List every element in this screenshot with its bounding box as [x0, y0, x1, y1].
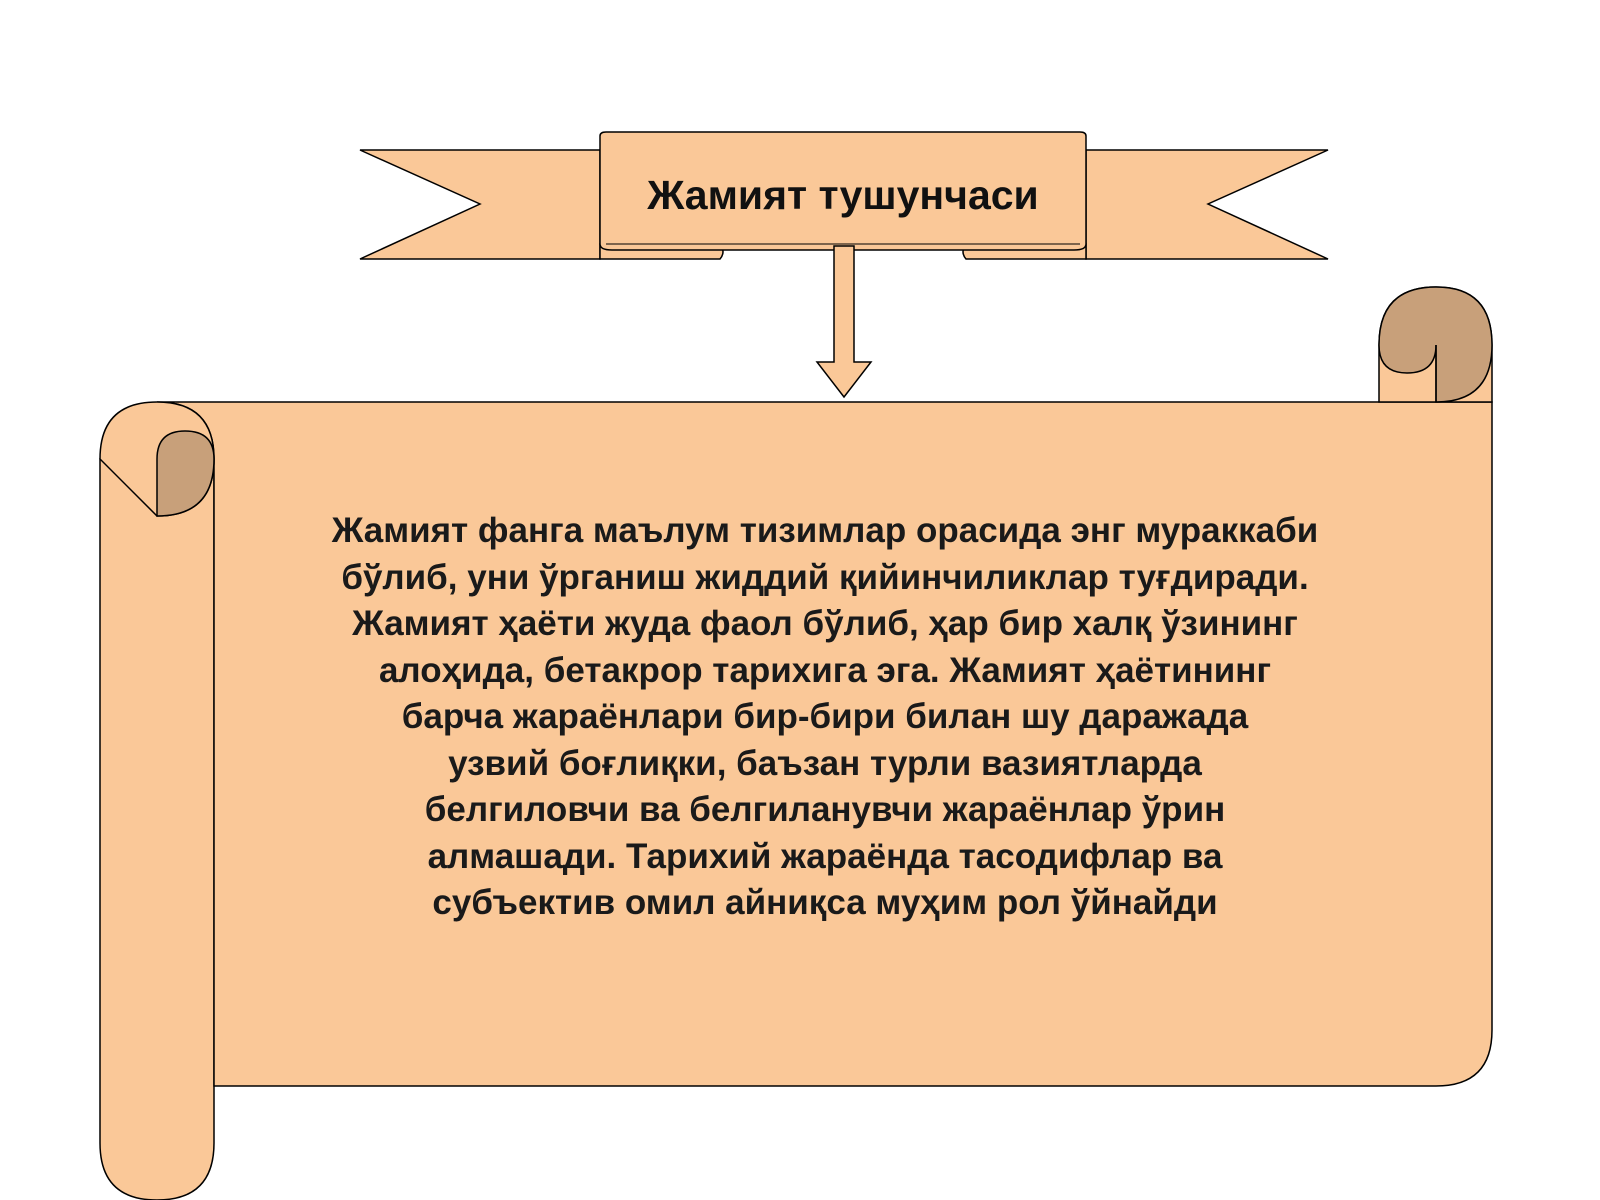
scroll-left-roll [100, 459, 214, 1200]
body-line: белгиловчи ва белгиланувчи жараёнлар ўрин [424, 790, 1226, 829]
scroll-body-text [240, 508, 1410, 927]
body-line: бўлиб, уни ўрганиш жиддий қийинчиликлар туғдиради. [341, 557, 1309, 597]
ribbon-title: Жамият тушунчаси [647, 171, 1039, 218]
down-arrow [817, 246, 871, 397]
body-line: Жамият фанга маълум тизимлар орасида энг мураккаби [331, 511, 1319, 550]
body-line: Жамият ҳаёти жуда фаол бўлиб, ҳар бир халқ ўзининг [352, 604, 1298, 643]
body-line: алмашади. Тарихий жараёнда тасодифлар ва [427, 836, 1223, 876]
ribbon-right-tail [1086, 150, 1328, 259]
body-line: алоҳида, бетакрор тарихига эга. Жамият ҳаётининг [378, 650, 1272, 690]
body-line: субъектив омил айниқса муҳим рол ўйнайди [432, 883, 1218, 922]
body-line: барча жараёнлари бир-бири билан шу даражада [401, 697, 1249, 736]
body-line: узвий боғлиқки, баъзан турли вазиятларда [448, 743, 1202, 783]
ribbon-left-tail [360, 150, 600, 259]
